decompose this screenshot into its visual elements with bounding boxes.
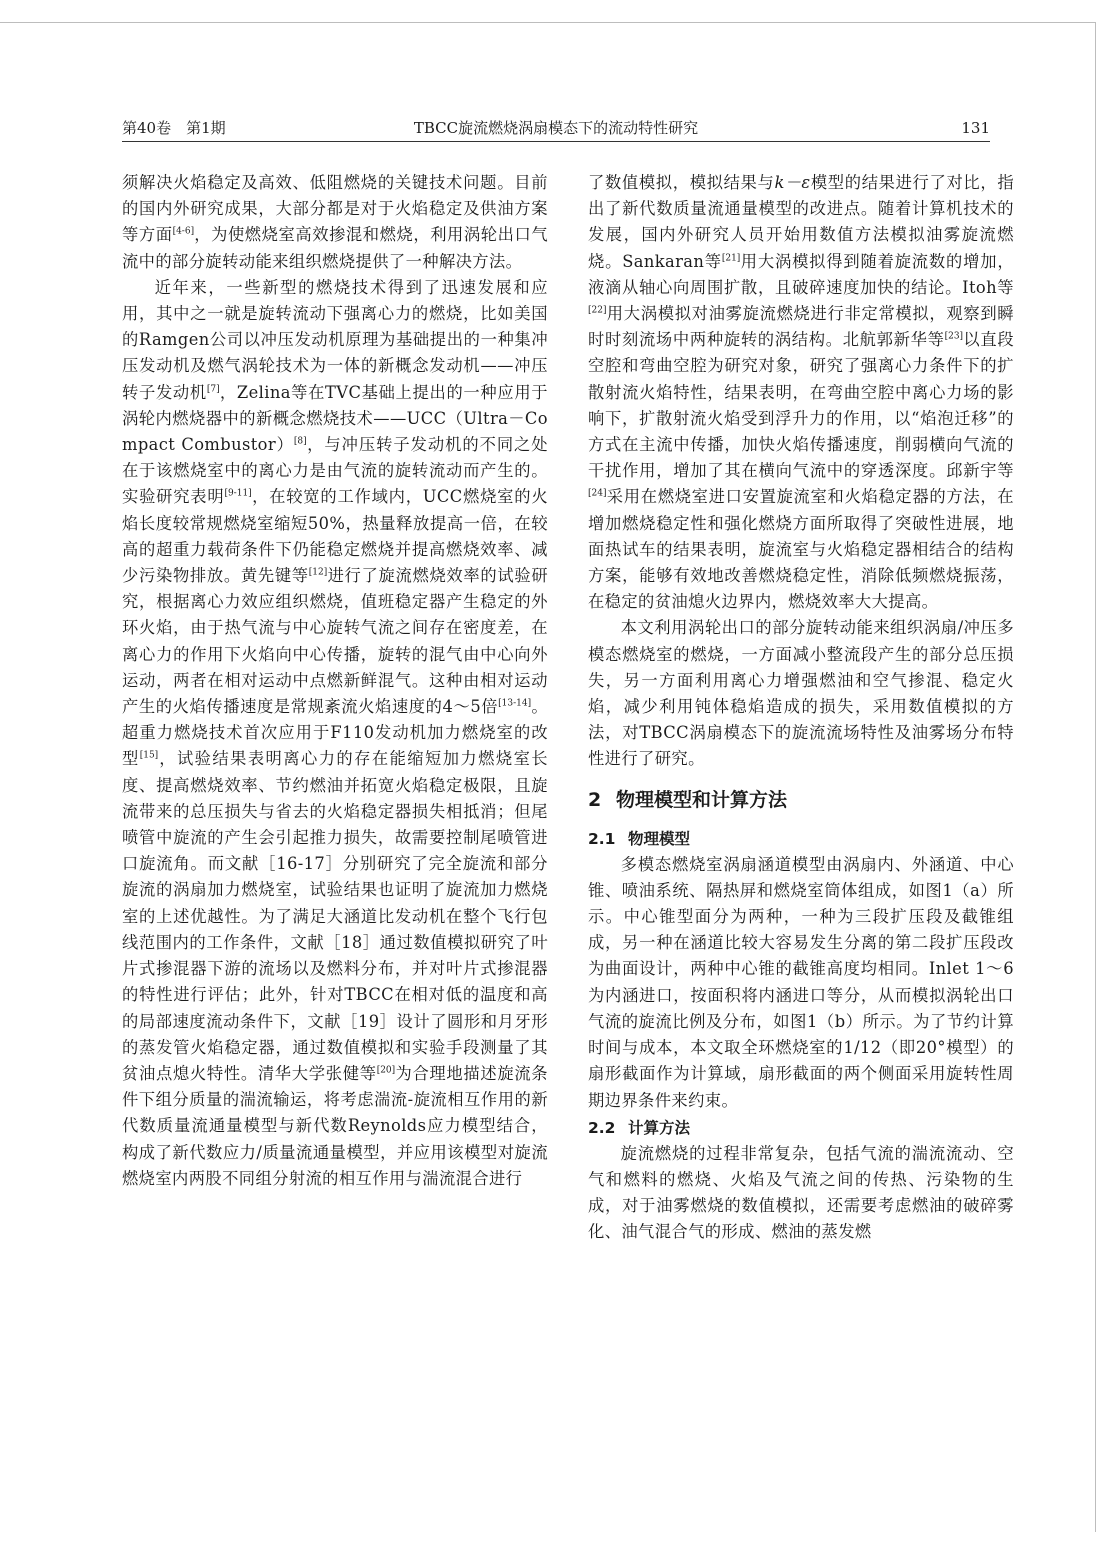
citation: [20] <box>376 1065 396 1076</box>
article-short-title: TBCC旋流燃烧涡扇模态下的流动特性研究 <box>413 119 699 137</box>
citation: [8] <box>293 436 307 447</box>
scan-edge-right <box>1095 22 1096 1532</box>
citation: [13-14] <box>498 698 532 709</box>
header-rule <box>122 141 990 142</box>
section-heading: 2 物理模型和计算方法 <box>588 788 788 811</box>
paragraph: 多模态燃烧室涡扇涵道模型由涡扇内、外涵道、中心锥、喷油系统、隔热屏和燃烧室筒体组成，如图1（a）所示。中心锥型面分为两种，一种为三段扩压段及截锥组成，另一种在涵道比较大容易发生分离的第二段扩压段改为曲面设计，两种中心锥的截锥高度均相同。Inlet 1～6为内涵进口，按面积将内涵进口等分，从而模拟涡轮出口气流的旋流比例及分布，如图1（b）所示。为了节约计算时间与成本，本文取全环燃烧室的1/12（即20°模型）的扇形截面作为计算域，扇形截面的两个侧面采用旋转性周期边界条件来约束。 <box>588 854 1014 1110</box>
citation: [22] <box>588 305 607 316</box>
left-column <box>122 170 548 1192</box>
citation: [12] <box>308 567 328 578</box>
right-column <box>588 170 1014 1246</box>
paragraph: 须解决火焰稳定及高效、低阻燃烧的关键技术问题。目前的国内外研究成果，大部分都是对于火焰稳定及供油方案等方面[4-6]，为使燃烧室高效掺混和燃烧，利用涡轮出口气流中的部分旋转动能来组织燃烧提供了一种解决方法。 <box>122 173 548 271</box>
citation: [23] <box>944 331 964 342</box>
journal-volume-issue: 第40卷 第1期 <box>122 119 226 137</box>
paragraph: 了数值模拟，模拟结果与k－ε模型的结果进行了对比，指出了新代数质量流通量模型的改进点。随着计算机技术的发展，国内外研究人员开始用数值方法模拟油雾旋流燃烧。Sankaran等[21]用大涡模拟得到随着旋流数的增加，液滴从轴心向周围扩散，且破碎速度加快的结论。Itoh等[22]用大涡模拟对油雾旋流燃烧进行非定常模拟，观察到瞬时时刻流场中两种旋转的涡结构。北航郭新华等[23]以直段空腔和弯曲空腔为研究对象，研究了强离心力条件下的扩散射流火焰特性，结果表明，在弯曲空腔中离心力场的影响下，扩散射流火焰受到浮升力的作用，以“焰泡迁移”的方式在主流中传播，加快火焰传播速度，削弱横向气流的干扰作用，增加了其在横向气流中的穿透深度。邱新宇等[24]采用在燃烧室进口安置旋流室和火焰稳定器的方法，在增加燃烧稳定性和强化燃烧方面所取得了突破性进展，地面热试车的结果表明，旋流室与火焰稳定器相结合的结构方案，能够有效地改善燃烧稳定性，消除低频燃烧振荡，在稳定的贫油熄火边界内，燃烧效率大大提高。 <box>588 173 1015 612</box>
citation: [7] <box>206 384 220 395</box>
running-head <box>122 118 990 140</box>
citation: [24] <box>588 489 607 500</box>
citation: [21] <box>721 253 741 264</box>
paragraph: 本文利用涡轮出口的部分旋转动能来组织涡扇/冲压多模态燃烧室的燃烧，一方面减小整流段产生的部分总压损失，另一方面利用离心力增强燃油和空气掺混、稳定火焰，减少利用钝体稳焰造成的损失，采用数值模拟的方法，对TBCC涡扇模态下的旋流流场特性及油雾场分布特性进行了研究。 <box>588 618 1014 769</box>
citation: [4-6] <box>172 226 195 237</box>
citation: [15] <box>139 751 159 762</box>
paragraph: 近年来，一些新型的燃烧技术得到了迅速发展和应用，其中之一就是旋转流动下强离心力的燃烧，比如美国的Ramgen公司以冲压发动机原理为基础提出的一种集冲压发动机及燃气涡轮技术为一体的新概念发动机——冲压转子发动机[7]，Zelina等在TVC基础上提出的一种应用于涡轮内燃烧器中的新概念燃烧技术——UCC（Ultra－Compact Combustor）[8]，与冲压转子发动机的不同之处在于该燃烧室中的离心力是由气流的旋转流动而产生的。实验研究表明[9-11]，在较宽的工作域内，UCC燃烧室的火焰长度较常规燃烧室缩短50%，热量释放提高一倍，在较高的超重力载荷条件下仍能稳定燃烧并提高燃烧效率、减少污染物排放。黄先键等[12]进行了旋流燃烧效率的试验研究，根据离心力效应组织燃烧，值班稳定器产生稳定的外环火焰，由于热气流与中心旋转气流之间存在密度差，在离心力的作用下火焰向中心传播，旋转的混气由中心向外运动，两者在相对运动中点燃新鲜混气。这种由相对运动产生的火焰传播速度是常规紊流火焰速度的4～5倍[13-14]。超重力燃烧技术首次应用于F110发动机加力燃烧室的改型[15]，试验结果表明离心力的存在能缩短加力燃烧室长度、提高燃烧效率、节约燃油并拓宽火焰稳定极限，且旋流带来的总压损失与省去的火焰稳定器损失相抵消；但尾喷管中旋流的产生会引起推力损失，故需要控制尾喷管进口旋流角。而文献［16-17］分别研究了完全旋流和部分旋流的涡扇加力燃烧室，试验结果也证明了旋流加力燃烧室的上述优越性。为了满足大涵道比发动机在整个飞行包线范围内的工作条件，文献［18］通过数值模拟研究了叶片式掺混器下游的流场以及燃料分布，并对叶片式掺混器的特性进行评估；此外，针对TBCC在相对低的温度和高的局部速度流动条件下，文献［19］设计了圆形和月牙形的蒸发管火焰稳定器，通过数值模拟和实验手段测量了其贫油点熄火特性。清华大学张健等[20]为合理地描述旋流条件下组分质量的湍流输运，将考虑湍流-旋流相互作用的新代数质量流通量模型与新代数Reynolds应力模型结合，构成了新代数应力/质量流通量模型，并应用该模型对旋流燃烧室内两股不同组分射流的相互作用与湍流混合进行 <box>122 277 548 1188</box>
subsection-heading: 2.1 物理模型 <box>588 829 691 848</box>
math-k-epsilon: k－ε <box>774 173 811 192</box>
subsection-heading: 2.2 计算方法 <box>588 1118 691 1137</box>
citation: [9-11] <box>224 489 252 500</box>
paragraph: 旋流燃烧的过程非常复杂，包括气流的湍流流动、空气和燃料的燃烧、火焰及气流之间的传热、污染物的生成，对于油雾燃烧的数值模拟，还需要考虑燃油的破碎雾化、油气混合气的形成、燃油的蒸发燃 <box>588 1143 1014 1242</box>
page-number: 131 <box>961 119 990 137</box>
scan-edge-top <box>0 22 1096 23</box>
